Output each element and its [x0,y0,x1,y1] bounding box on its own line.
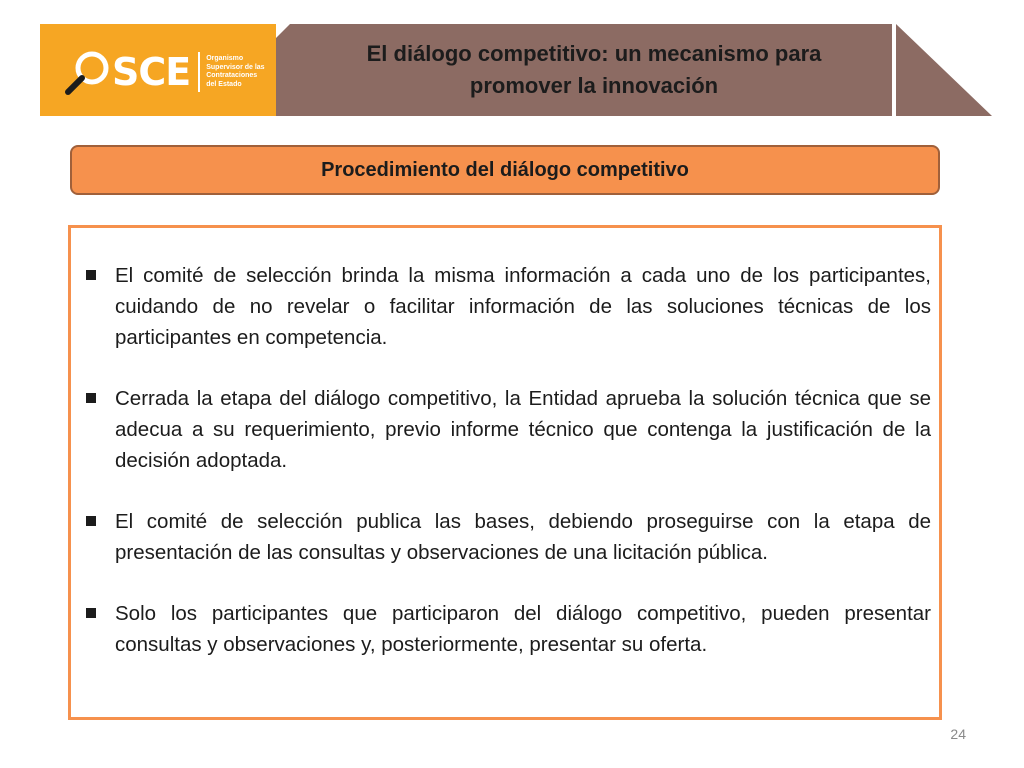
header-title-panel [276,24,892,116]
bullet-text: Solo los participantes que participaron del diálogo competitivo, pueden presentar consultas y observaciones y, posteriormente, presentar su oferta. [115,602,931,656]
square-bullet-icon [86,516,96,526]
square-bullet-icon [86,608,96,618]
logo-org-name [206,55,268,89]
content-box [68,225,942,720]
bullet-item [85,260,931,353]
logo-brand-text: SCE [112,50,191,94]
slide-title: El diálogo competitivo: un mecanismo para promover la innovación [366,41,822,98]
square-bullet-icon [86,393,96,403]
bullet-text: Cerrada la etapa del diálogo competitivo, la Entidad aprueba la solución técnica que se adecua a su requerimiento, previo informe técnico que contenga la justificación de la decisión adoptada. [115,387,931,472]
logo-org-line: Contrataciones [206,72,258,79]
square-bullet-icon [86,270,96,280]
bullet-text: El comité de selección publica las bases, debiendo proseguirse con la etapa de presentación de las consultas y observaciones de una licitación pública. [115,510,931,564]
bullet-text: El comité de selección brinda la misma información a cada uno de los participantes, cuidando de no revelar o facilitar información de las soluciones técnicas de los participantes en competencia. [115,264,931,349]
logo-org-line: Supervisor de las [206,63,265,71]
bullet-item [85,506,931,568]
logo-divider [198,52,200,92]
bullet-item [85,383,931,476]
header-triangle-decoration [896,24,992,116]
logo-org-line: Organismo [206,55,244,62]
bullet-item [85,598,931,660]
logo-org-line: del Estado [206,80,242,88]
magnifier-icon [62,48,118,96]
osce-logo [62,48,268,96]
logo-panel [40,24,276,116]
section-title: Procedimiento del diálogo competitivo [321,158,689,181]
bullet-list [85,260,931,690]
page-number: 24 [950,726,966,742]
section-header-bar [70,145,940,195]
